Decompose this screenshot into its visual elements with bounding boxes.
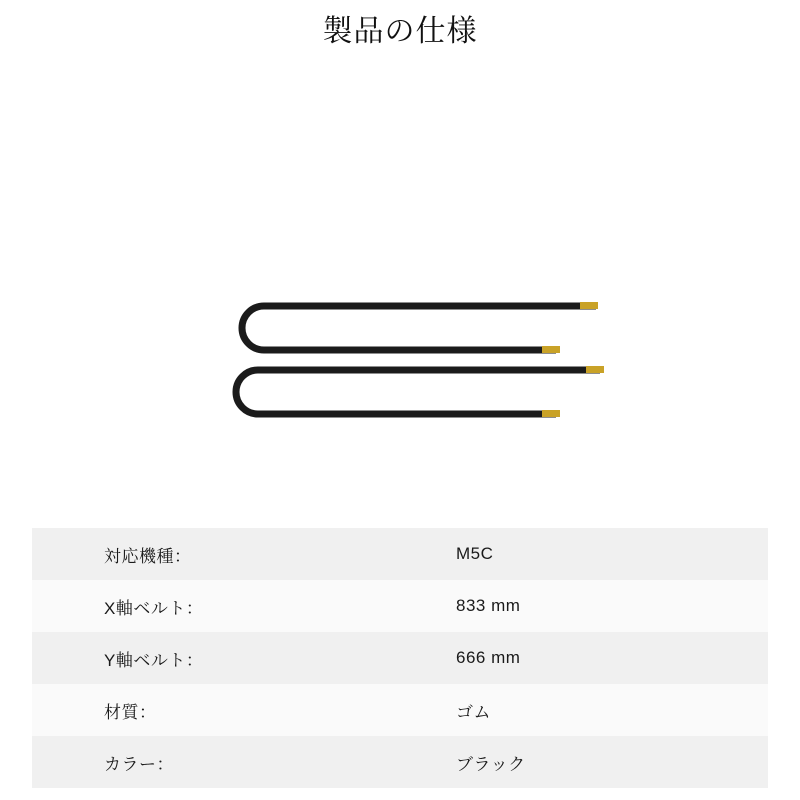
table-row: [32, 580, 768, 632]
spec-label: 材質：: [104, 702, 157, 722]
spec-value: 666 mm: [456, 648, 521, 667]
table-row: [32, 684, 768, 736]
table-row: [32, 528, 768, 580]
page-title: 製品の仕様: [322, 15, 478, 48]
spec-label: Y軸ベルト：: [104, 650, 204, 670]
connector-tip-icon: [586, 366, 604, 373]
spec-value: 833 mm: [456, 596, 521, 615]
product-image: [0, 70, 800, 520]
spec-label: X軸ベルト：: [104, 598, 204, 618]
table-row: [32, 736, 768, 788]
belt-upper: [242, 302, 598, 353]
spec-value: ゴム: [456, 702, 491, 722]
connector-tip-icon: [580, 302, 598, 309]
spec-label: 対応機種：: [104, 546, 192, 566]
spec-label: カラー：: [104, 754, 174, 774]
belt-product-illustration: [0, 70, 800, 520]
spec-value: ブラック: [456, 754, 526, 774]
spec-value: M5C: [456, 544, 494, 563]
connector-tip-icon: [542, 410, 560, 417]
connector-tip-icon: [542, 346, 560, 353]
belt-lower: [236, 366, 604, 417]
spec-table: [32, 528, 768, 788]
table-row: [32, 632, 768, 684]
